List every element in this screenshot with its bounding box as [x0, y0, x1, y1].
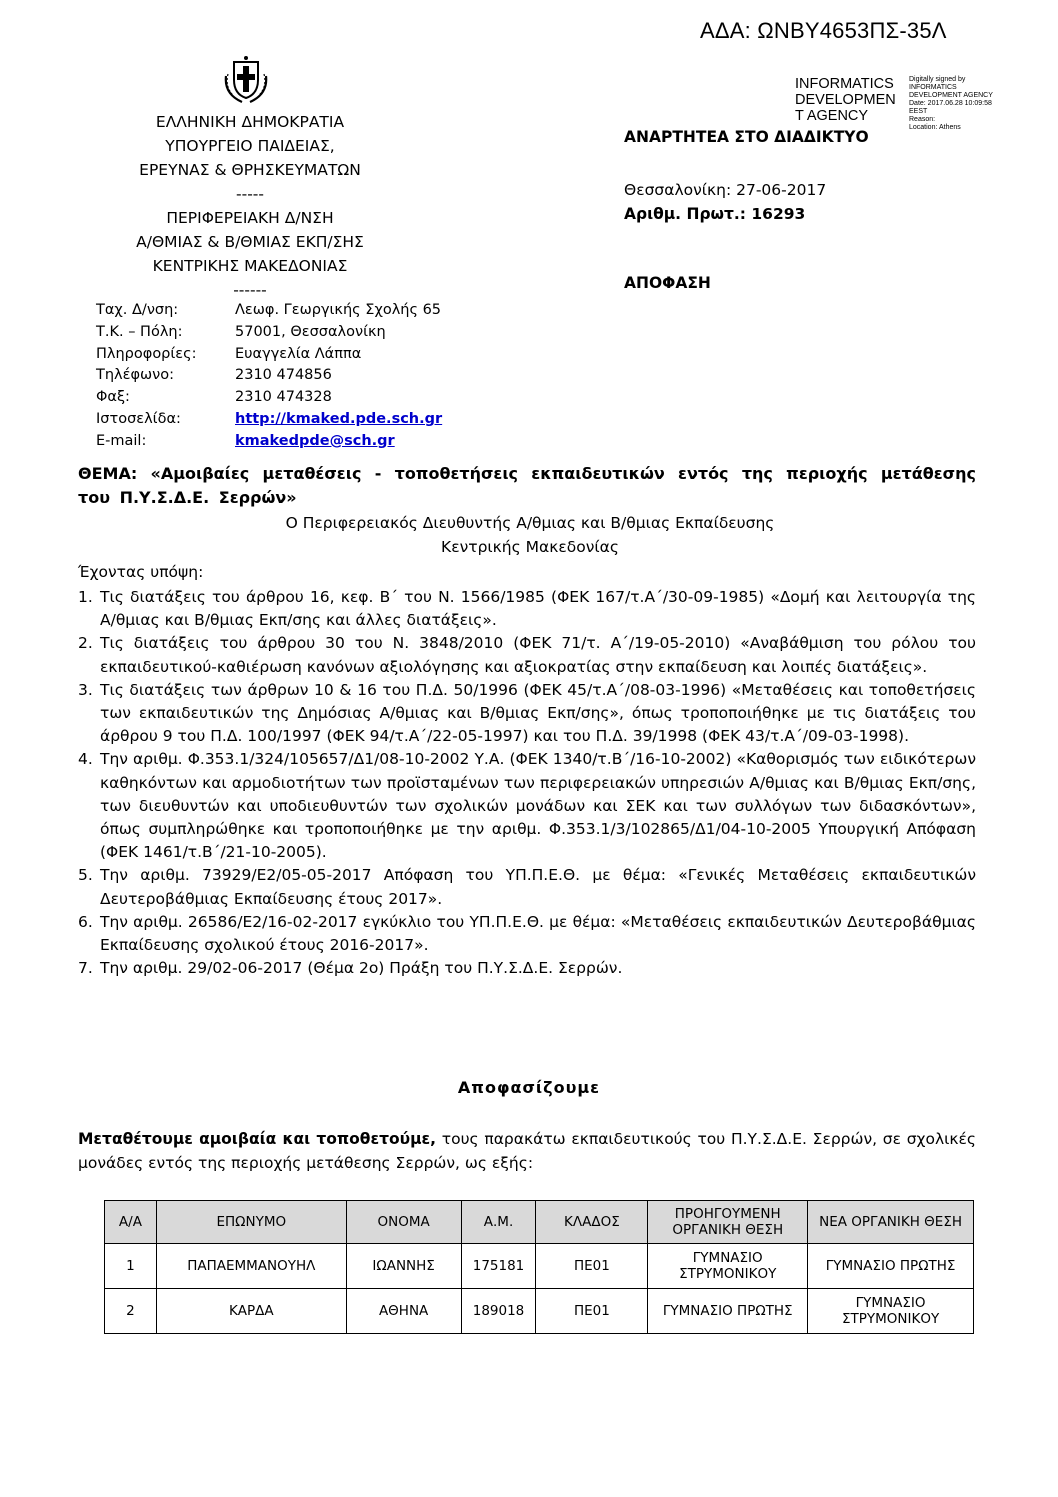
digital-signature-org	[795, 76, 896, 124]
greek-emblem-icon	[222, 54, 270, 106]
contact-value: 2310 474856	[235, 367, 332, 384]
signature-org-line: DEVELOPMEN	[795, 92, 896, 108]
table-cell: ΠΕ01	[536, 1244, 648, 1289]
table-cell: ΚΑΡΔΑ	[156, 1289, 346, 1334]
table-cell: 175181	[461, 1244, 536, 1289]
table-cell: ΓΥΜΝΑΣΙΟ ΠΡΩΤΗΣ	[648, 1289, 808, 1334]
contact-value: Λεωφ. Γεωργικής Σχολής 65	[235, 302, 442, 318]
post-online-label: ΑΝΑΡΤΗΤΕΑ ΣΤΟ ΔΙΑΔΙΚΤΥΟ	[624, 128, 869, 146]
list-text: Την αριθμ. Φ.353.1/324/105657/Δ1/08-10-2002 Υ.Α. (ΦΕΚ 1340/τ.Β΄/16-10-2002) «Καθορισμός των ειδικότερων καθηκόντων και αρμοδιοτήτων των προϊσταμένων των περιφερειακών υπηρεσιών Α/θμιας και Β/θμιας Εκπ/σης, των διευθυντών και υποδιευθυντών των σχολικών μονάδων και ΣΕΚ και των συλλόγων των διδασκόντων», όπως συμπληρώθηκε και τροποποιήθηκε με την αριθμ. Φ.353.1/3/102865/Δ1/04-10-2005 Υπουργική Απόφαση (ΦΕΚ 1461/τ.Β΄/21-10-2005).	[100, 750, 976, 862]
org-line: ΠΕΡΙΦΕΡΕΙΑΚΗ Δ/ΝΣΗ	[166, 209, 334, 227]
intro-bold: Μεταθέτουμε αμοιβαία και τοποθετούμε,	[78, 1130, 437, 1148]
signature-detail: EEST	[909, 108, 928, 115]
contact-value: 2310 474328	[235, 389, 332, 406]
intro-text: τους παρακάτω εκπαιδευτικούς του Π.Υ.Σ.Δ.Ε. Σερρών, σε σχολικές μονάδες εντός της περιοχής μετάθεσης Σερρών, ως εξής:	[78, 1130, 976, 1172]
org-separator: -----	[236, 185, 264, 203]
contact-row	[96, 322, 442, 344]
list-text: Τις διατάξεις του άρθρου 30 του Ν. 3848/2010 (ΦΕΚ 71/τ. Α΄/19-05-2010) «Αναβάθμιση του ρόλου του εκπαιδευτικού-καθιέρωση κανόνων αξιολόγησης και αξιοκρατίας στην εκπαίδευση και λοιπές διατάξεις».	[100, 634, 976, 676]
list-item	[78, 632, 976, 678]
references-list	[78, 586, 976, 980]
contact-row	[96, 387, 442, 409]
ada-code: ΑΔΑ: ΩΝΒΥ4653ΠΣ-35Λ	[700, 18, 947, 43]
signature-org-line: T AGENCY	[795, 108, 869, 124]
list-number: 6.	[78, 912, 93, 931]
contact-row	[96, 344, 442, 366]
list-text: Την αριθμ. 26586/Ε2/16-02-2017 εγκύκλιο του ΥΠ.Π.Ε.Θ. με θέμα: «Μεταθέσεις εκπαιδευτικών Δευτεροβάθμιας Εκπαίδευσης σχολικού έτους 2016-2017».	[100, 912, 976, 955]
contact-row	[96, 300, 442, 322]
email-link[interactable]: kmakedpde@sch.gr	[235, 432, 395, 449]
table-row	[105, 1244, 974, 1289]
table-cell: ΑΘΗΝΑ	[346, 1289, 461, 1334]
website-link[interactable]: http://kmaked.pde.sch.gr	[235, 410, 443, 427]
signature-detail: Reason:	[909, 116, 936, 123]
signature-detail: DEVELOPMENT AGENCY	[909, 92, 993, 99]
contact-row	[96, 409, 442, 431]
list-text: Την αριθμ. 73929/Ε2/05-05-2017 Απόφαση του ΥΠ.Π.Ε.Θ. με θέμα: «Γενικές Μεταθέσεις εκπαιδευτικών Δευτεροβάθμιας Εκπαίδευσης έτους 2017».	[100, 866, 976, 908]
table-row	[105, 1289, 974, 1334]
date-protocol-block	[624, 178, 826, 226]
contact-label: Τηλέφωνο:	[96, 367, 175, 384]
decide-heading: Αποφασίζουμε	[457, 1078, 601, 1097]
transfers-table	[104, 1200, 974, 1334]
table-cell: ΓΥΜΝΑΣΙΟ ΠΡΩΤΗΣ	[808, 1244, 974, 1289]
list-text: Τις διατάξεις του άρθρου 16, κεφ. Β΄ του Ν. 1566/1985 (ΦΕΚ 167/τ.Α΄/30-09-1985) «Δομή και λειτουργία της Α/θμιας και Β/θμιας Εκπ/σης και άλλες διατάξεις».	[100, 588, 976, 630]
table-cell: ΠΑΠΑΕΜΜΑΝΟΥΗΛ	[156, 1244, 346, 1289]
column-header: Α.Μ.	[461, 1201, 536, 1244]
table-cell: ΓΥΜΝΑΣΙΟ ΣΤΡΥΜΟΝΙΚΟΥ	[648, 1244, 808, 1289]
contact-value: 57001, Θεσσαλονίκη	[235, 323, 386, 340]
list-number: 4.	[78, 750, 93, 769]
director-line: Κεντρικής Μακεδονίας	[441, 538, 619, 556]
list-item	[78, 911, 976, 957]
contact-row	[96, 431, 442, 453]
list-number: 3.	[78, 680, 93, 699]
contact-row	[96, 365, 442, 387]
list-item	[78, 748, 976, 864]
list-item	[78, 864, 976, 910]
place-date: Θεσσαλονίκη: 27-06-2017	[624, 181, 827, 199]
table-cell: 2	[105, 1289, 157, 1334]
list-item	[78, 957, 976, 980]
contact-label: Τ.Κ. – Πόλη:	[96, 323, 183, 340]
column-header: ΝΕΑ ΟΡΓΑΝΙΚΗ ΘΕΣΗ	[808, 1201, 974, 1244]
list-text: Την αριθμ. 29/02-06-2017 (Θέμα 2ο) Πράξη του Π.Υ.Σ.Δ.Ε. Σερρών.	[100, 959, 623, 978]
contact-label: Φαξ:	[96, 389, 130, 406]
organization-header	[100, 110, 400, 302]
list-item	[78, 586, 976, 632]
table-cell: 189018	[461, 1289, 536, 1334]
contact-label: Ιστοσελίδα:	[96, 410, 181, 427]
signature-detail: INFORMATICS	[909, 84, 957, 91]
table-cell: 1	[105, 1244, 157, 1289]
column-header: ΟΝΟΜΑ	[346, 1201, 461, 1244]
subject-line: ΘΕΜΑ: «Αμοιβαίες μεταθέσεις - τοποθετήσεις εκπαιδευτικών εντός της περιοχής μετάθεσης του Π.Υ.Σ.Δ.Ε. Σερρών»	[78, 464, 976, 507]
decision-intro	[78, 1127, 976, 1175]
contact-label: Ταχ. Δ/νση:	[96, 302, 179, 318]
director-title	[100, 511, 960, 559]
contact-label: Πληροφορίες:	[96, 345, 197, 362]
digital-signature-details	[909, 76, 1049, 132]
signature-detail: Location: Athens	[909, 124, 961, 131]
org-line: ΕΡΕΥΝΑΣ & ΘΡΗΣΚΕΥΜΑΤΩΝ	[139, 161, 361, 179]
org-line: ΕΛΛΗΝΙΚΗ ΔΗΜΟΚΡΑΤΙΑ	[155, 113, 345, 131]
director-line: Ο Περιφερειακός Διευθυντής Α/θμιας και Β/θμιας Εκπαίδευσης	[285, 514, 775, 532]
contact-details	[96, 300, 442, 453]
table-header-row	[105, 1201, 974, 1244]
signature-detail: Digitally signed by	[909, 76, 966, 83]
list-number: 5.	[78, 866, 93, 885]
column-header: Α/Α	[105, 1201, 157, 1244]
decision-header: ΑΠΟΦΑΣΗ	[624, 274, 711, 292]
list-number: 1.	[78, 588, 93, 606]
org-separator: ------	[233, 281, 267, 299]
considering-label: Έχοντας υπόψη:	[78, 563, 204, 581]
org-line: ΚΕΝΤΡΙΚΗΣ ΜΑΚΕΔΟΝΙΑΣ	[152, 257, 348, 275]
column-header: ΕΠΩΝΥΜΟ	[156, 1201, 346, 1244]
list-number: 2.	[78, 634, 93, 653]
list-item	[78, 679, 976, 749]
list-number: 7.	[78, 959, 93, 978]
column-header: ΠΡΟΗΓΟΥΜΕΝΗ ΟΡΓΑΝΙΚΗ ΘΕΣΗ	[648, 1201, 808, 1244]
contact-label: E-mail:	[96, 432, 147, 449]
list-text: Τις διατάξεις των άρθρων 10 & 16 του Π.Δ. 50/1996 (ΦΕΚ 45/τ.Α΄/08-03-1996) «Μεταθέσεις και τοποθετήσεις των εκπαιδευτικών της Δημόσιας Α/θμιας και Β/θμιας Εκπ/σης», όπως τροποποιήθηκε με τις διατάξεις του άρθρου 9 του Π.Δ. 100/1997 (ΦΕΚ 94/τ.Α΄/22-05-1997) και του Π.Δ. 39/1998 (ΦΕΚ 43/τ.Α΄/09-03-1998).	[100, 680, 976, 746]
org-line: ΥΠΟΥΡΓΕΙΟ ΠΑΙΔΕΙΑΣ,	[165, 137, 335, 155]
signature-org-line: INFORMATICS	[795, 76, 894, 92]
contact-value: Ευαγγελία Λάππα	[235, 345, 362, 362]
signature-detail: Date: 2017.06.28 10:09:58	[909, 100, 992, 107]
protocol-number: Αριθμ. Πρωτ.: 16293	[624, 205, 806, 223]
table-cell: ΠΕ01	[536, 1289, 648, 1334]
column-header: ΚΛΑΔΟΣ	[536, 1201, 648, 1244]
table-cell: ΓΥΜΝΑΣΙΟ ΣΤΡΥΜΟΝΙΚΟΥ	[808, 1289, 974, 1334]
table-cell: ΙΩΑΝΝΗΣ	[346, 1244, 461, 1289]
org-line: Α/ΘΜΙΑΣ & Β/ΘΜΙΑΣ ΕΚΠ/ΣΗΣ	[136, 233, 364, 251]
